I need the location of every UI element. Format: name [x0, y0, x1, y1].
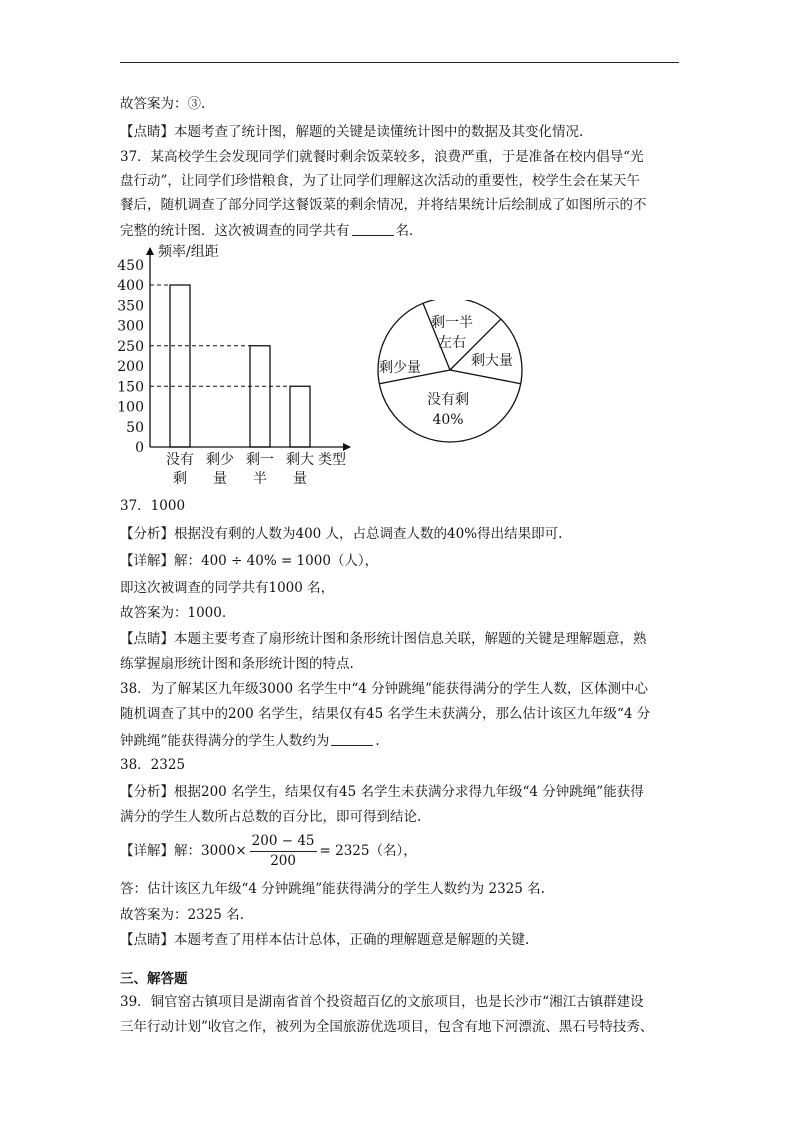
detail-text: 解：3000×	[174, 843, 247, 860]
y-tick-label: 450	[117, 257, 144, 274]
y-tick-label: 300	[117, 318, 144, 335]
x-tick-label: 剩少	[206, 452, 234, 468]
q38-reply: 答：估计该区九年级“4 分钟跳绳”能获得满分的学生人数约为 2325 名.	[120, 881, 545, 897]
q36-answer: 故答案为：③.	[120, 96, 206, 112]
x-tick-label: 量	[213, 471, 227, 487]
q37-answer: 故答案为：1000.	[120, 605, 227, 621]
x-tick-label: 剩一	[246, 452, 274, 468]
q37-line4	[120, 223, 423, 239]
x-tick-label: 没有	[166, 452, 194, 468]
y-tick-label: 400	[117, 278, 144, 294]
bar-chart	[112, 240, 362, 490]
y-tick-label: 200	[117, 359, 144, 375]
bar	[290, 386, 310, 447]
q38-line2: 随机调查了其中的200 名学生，结果仅有45 名学生未获满分，那么估计该区九年级“4 分	[120, 706, 651, 722]
y-axis-label: 频率/组距	[158, 244, 219, 260]
y-tick-label: 0	[135, 440, 144, 456]
pie-label-sub: 左右	[438, 335, 466, 351]
q38-analysis-line2: 满分的学生人数所占总数的百分比，即可得到结论.	[120, 809, 422, 825]
q38-detail	[120, 834, 417, 869]
q39-line1: 39．铜官窑古镇项目是湖南省首个投资超百亿的文旅项目，也是长沙市“湘江古镇群建设	[120, 994, 644, 1010]
fraction-numerator: 200 − 45	[250, 834, 317, 852]
q38-answer-num: 38．2325	[120, 757, 186, 773]
section-heading: 三、解答题	[120, 971, 188, 987]
y-tick-label: 50	[126, 419, 144, 436]
pie-label: 剩少量	[379, 360, 421, 376]
q38-line3-text: 钟跳绳”能获得满分的学生人数约为	[120, 733, 330, 749]
analysis-text: 根据没有剩的人数为400 人，占总调查人数的40%得出结果即可.	[174, 526, 563, 542]
detail-tag: 【详解】	[120, 553, 174, 569]
x-tick-label: 半	[253, 471, 267, 487]
comment-text: 本题主要考查了扇形统计图和条形统计图信息关联，解题的关键是理解题意，熟	[174, 631, 647, 647]
detail-result: = 2325（名），	[319, 843, 417, 860]
comment-tag: 【点睛】	[120, 124, 174, 140]
y-tick-label: 350	[117, 298, 144, 315]
comment-tag: 【点睛】	[120, 932, 174, 948]
answer-blank	[331, 733, 373, 746]
q37-analysis	[120, 528, 562, 542]
y-tick-label: 250	[117, 338, 144, 355]
y-tick-label: 100	[117, 399, 144, 416]
q38-line1: 38．为了解某区九年级3000 名学生中“4 分钟跳绳”能获得满分的学生人数，区体测中心	[120, 681, 649, 697]
q37-detail	[120, 555, 378, 569]
q38-line3	[120, 733, 380, 749]
comment-text: 本题考查了统计图，解题的关键是读懂统计图中的数据及其变化情况.	[174, 124, 584, 140]
q39-line2: 三年行动计划”收官之作，被列为全国旅游优选项目，包含有地下河漂流、黑石号特技秀、	[120, 1019, 654, 1035]
x-tick-label: 量	[293, 471, 307, 487]
analysis-text: 根据200 名学生，结果仅有45 名学生未获满分求得九年级“4 分钟跳绳”能获得	[174, 784, 644, 800]
pie-label: 剩大量	[471, 353, 513, 369]
fraction	[250, 834, 317, 869]
x-tick-label: 剩	[173, 471, 187, 487]
y-tick-label: 150	[117, 379, 144, 396]
answer-blank	[352, 223, 394, 236]
detail-text: 解：400 ÷ 40% = 1000（人），	[174, 553, 379, 569]
q36-comment	[120, 126, 583, 140]
x-axis-label: 类型	[318, 452, 346, 468]
q37-line2: 盘行动”，让同学们珍惜粮食，为了让同学们理解这次活动的重要性，校学生会在某天午	[120, 173, 640, 189]
q37-line3: 餐后，随机调查了部分同学这餐饭菜的剩余情况，并将结果统计后绘制成了如图所示的不	[120, 197, 647, 213]
pie-label: 剩一半	[431, 315, 473, 331]
bar	[250, 346, 270, 447]
pie-slice-boundary	[450, 370, 521, 384]
q37-conclusion: 即这次被调查的同学共有1000 名，	[120, 580, 335, 596]
bar	[170, 285, 190, 447]
q37-answer-num: 37．1000	[120, 498, 186, 514]
q37-line1: 37．某高校学生会发现同学们就餐时剩余饭菜较多，浪费严重，于是准备在校内倡导“光	[120, 149, 644, 165]
q38-line3-end: .	[375, 733, 380, 749]
q37-comment	[120, 633, 647, 647]
q38-answer: 故答案为：2325 名.	[120, 907, 244, 923]
q37-comment-line2: 练掌握扇形统计图和条形统计图的特点.	[120, 656, 354, 672]
header-rule	[120, 62, 679, 63]
q38-analysis	[120, 786, 644, 800]
comment-tag: 【点睛】	[120, 631, 174, 647]
pie-label: 没有剩	[427, 392, 469, 408]
q37-line4-end: 名．	[395, 223, 423, 239]
fraction-denominator: 200	[270, 852, 296, 869]
pie-chart	[370, 300, 530, 460]
x-tick-label: 剩大	[286, 452, 314, 468]
analysis-tag: 【分析】	[120, 784, 174, 800]
pie-label-sub: 40%	[432, 412, 464, 428]
comment-text: 本题考查了用样本估计总体，正确的理解题意是解题的关键.	[174, 932, 530, 948]
analysis-tag: 【分析】	[120, 526, 174, 542]
detail-tag: 【详解】	[120, 843, 174, 860]
q37-line4-text: 完整的统计图．这次被调查的同学共有	[120, 223, 350, 239]
q38-comment	[120, 934, 529, 948]
